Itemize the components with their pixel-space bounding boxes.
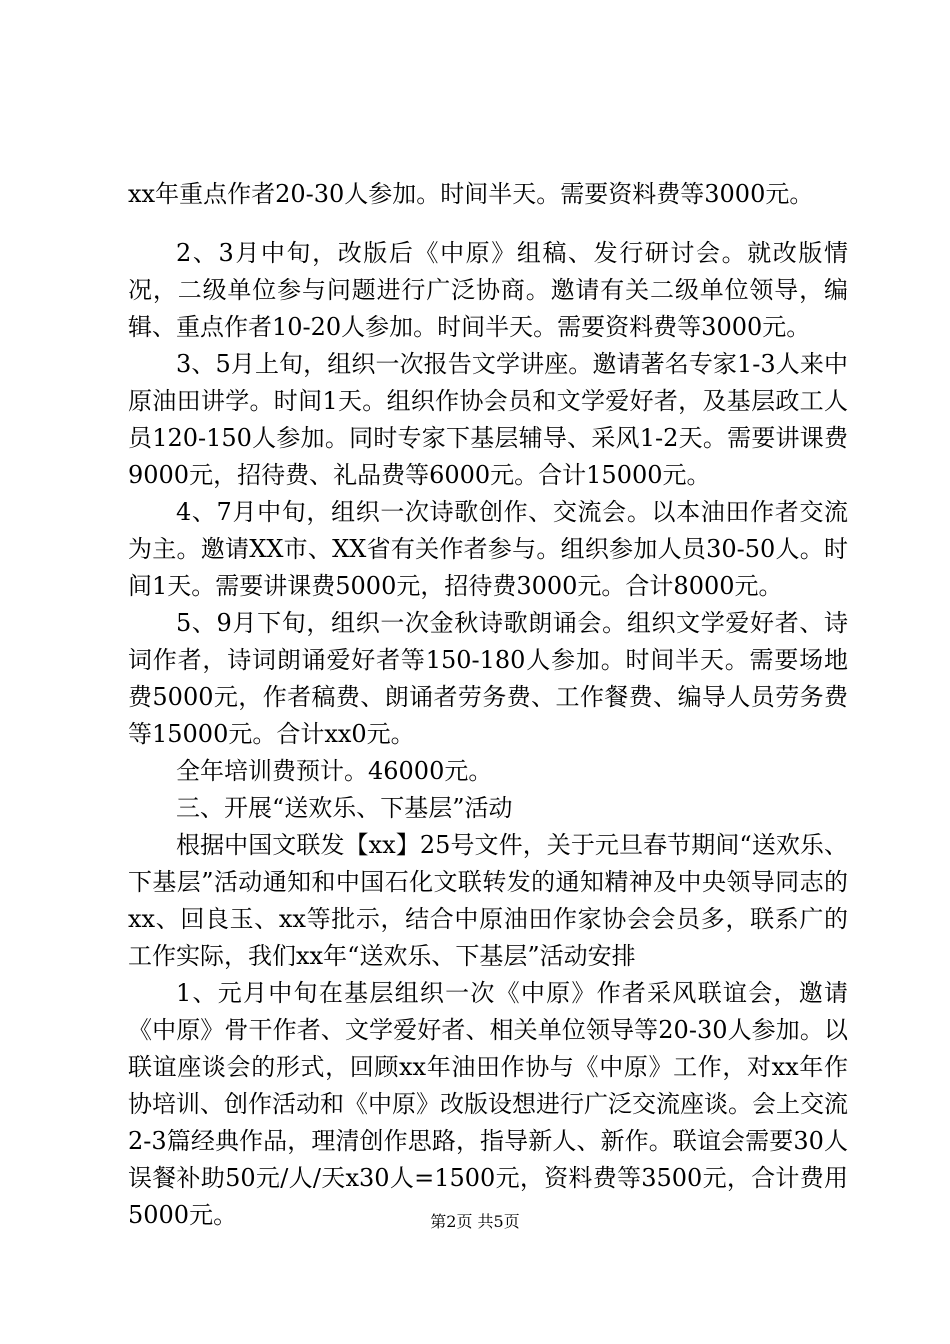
paragraph-annual-total: 全年培训费预计。46000元。 <box>176 757 493 785</box>
paragraph-item-5: 5、9月下旬，组织一次金秋诗歌朗诵会。组织文学爱好者、诗词作者，诗词朗诵爱好者等150-180人参加。时间半天。需要场地费5000元，作者稿费、朗诵者劳务费、工作餐费、编导人员劳务费等15000元。合计xx0元。 <box>128 609 848 748</box>
document-body <box>128 176 848 1234</box>
paragraph-activity-1: 1、元月中旬在基层组织一次《中原》作者采风联谊会，邀请《中原》骨干作者、文学爱好者、相关单位领导等20-30人参加。以联谊座谈会的形式，回顾xx年油田作协与《中原》工作，对xx年作协培训、创作活动和《中原》改版设想进行广泛交流座谈。会上交流2-3篇经典作品，理清创作思路，指导新人、新作。联谊会需要30人误餐补助50元/人/天x30人=1500元，资料费等3500元，合计费用5000元。 <box>128 979 848 1229</box>
paragraph-item-4: 4、7月中旬，组织一次诗歌创作、交流会。以本油田作者交流为主。邀请XX市、XX省有关作者参与。组织参加人员30-50人。时间1天。需要讲课费5000元，招待费3000元。合计8000元。 <box>128 498 848 600</box>
paragraph-basis: 根据中国文联发【xx】25号文件，关于元旦春节期间“送欢乐、下基层”活动通知和中国石化文联转发的通知精神及中央领导同志的xx、回良玉、xx等批示，结合中原油田作家协会会员多，联系广的工作实际，我们xx年“送欢乐、下基层”活动安排 <box>128 831 848 970</box>
paragraph-item-3: 3、5月上旬，组织一次报告文学讲座。邀请著名专家1-3人来中原油田讲学。时间1天。组织作协会员和文学爱好者，及基层政工人员120-150人参加。同时专家下基层辅导、采风1-2天。需要讲课费9000元，招待费、礼品费等6000元。合计15000元。 <box>128 350 848 489</box>
paragraph-item-2: 2、3月中旬，改版后《中原》组稿、发行研讨会。就改版情况，二级单位参与问题进行广泛协商。邀请有关二级单位领导，编辑、重点作者10-20人参加。时间半天。需要资料费等3000元。 <box>128 239 848 341</box>
page-footer: 第2页 共5页 <box>430 1212 520 1231</box>
paragraph-continuation: xx年重点作者20-30人参加。时间半天。需要资料费等3000元。 <box>128 180 814 208</box>
section-heading-3: 三、开展“送欢乐、下基层”活动 <box>176 794 513 822</box>
